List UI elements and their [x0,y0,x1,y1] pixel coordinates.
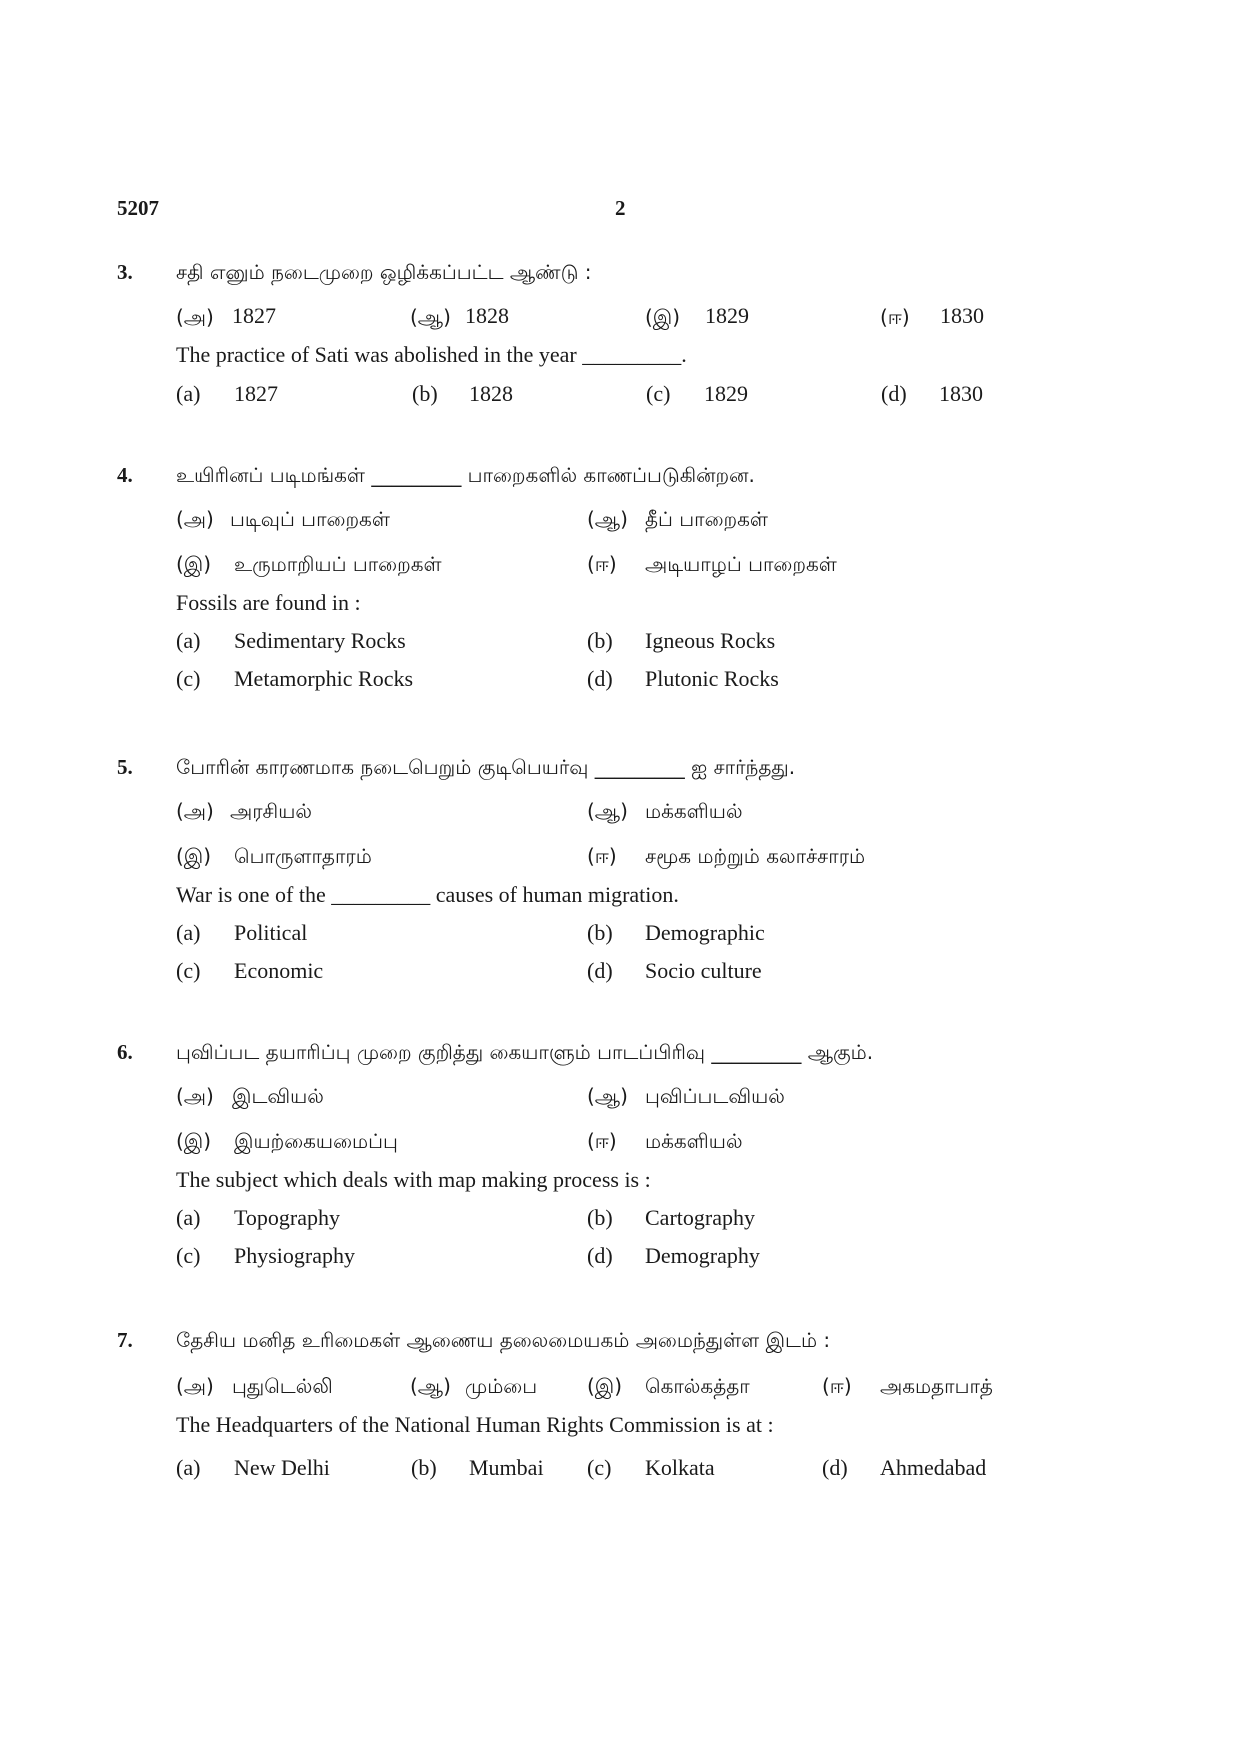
tamil-option-label: (அ) [176,305,214,329]
tamil-option-label: (ஆ) [410,1374,451,1398]
english-option-label: (d) [587,1243,613,1268]
english-option-text: 1827 [234,381,278,406]
english-option-text: Plutonic Rocks [645,666,779,691]
tamil-option-text: படிவுப் பாறைகள் [230,507,390,531]
question-english: The subject which deals with map making process is : [176,1167,651,1192]
tamil-option-label: (இ) [645,305,681,329]
english-option-label: (a) [176,1205,201,1230]
tamil-option-text: அரசியல் [230,799,312,823]
question-tamil: போரின் காரணமாக நடைபெறும் குடிபெயர்வு _________ ஐ சார்ந்தது. [176,755,796,779]
tamil-option-label: (இ) [176,552,212,576]
question-number: 5. [117,755,133,779]
tamil-option-label: (ஈ) [587,1129,617,1153]
tamil-option-text: 1827 [232,303,276,328]
tamil-option-text: புதுடெல்லி [232,1374,333,1398]
question-tamil: சதி எனும் நடைமுறை ஒழிக்கப்பட்ட ஆண்டு : [176,260,592,284]
english-option-text: Ahmedabad [880,1455,987,1480]
tamil-option-text: பொருளாதாரம் [234,844,372,868]
tamil-option-label: (அ) [176,507,214,531]
tamil-option-text: இயற்கையமைப்பு [234,1129,398,1153]
question-number: 6. [117,1040,133,1064]
tamil-option-label: (அ) [176,1374,214,1398]
english-option-label: (c) [646,381,671,406]
tamil-option-label: (ஆ) [587,799,628,823]
english-option-label: (b) [587,1205,613,1230]
tamil-option-text: 1828 [465,303,509,328]
tamil-option-label: (ஆ) [410,305,451,329]
english-option-label: (d) [822,1455,848,1480]
english-option-text: 1830 [939,381,983,406]
question-english: War is one of the _________ causes of human migration. [176,882,679,907]
tamil-option-label: (ஈ) [880,305,910,329]
english-option-text: Igneous Rocks [645,628,776,653]
tamil-option-text: இடவியல் [232,1084,324,1108]
english-option-label: (d) [587,666,613,691]
english-option-text: New Delhi [234,1455,330,1480]
english-option-text: Sedimentary Rocks [234,628,406,653]
tamil-option-text: சமூக மற்றும் கலாச்சாரம் [645,844,866,868]
exam-code: 5207 [117,196,159,220]
tamil-option-text: மக்களியல் [645,799,743,823]
tamil-option-label: (இ) [587,1374,623,1398]
english-option-text: Economic [234,958,324,983]
english-option-label: (c) [176,1243,201,1268]
tamil-option-text: மக்களியல் [645,1129,743,1153]
english-option-text: Kolkata [645,1455,715,1480]
tamil-option-text: மும்பை [465,1374,538,1398]
english-option-text: Demography [645,1243,760,1268]
english-option-label: (c) [587,1455,612,1480]
tamil-option-label: (ஈ) [822,1374,852,1398]
tamil-option-text: கொல்கத்தா [645,1374,750,1398]
tamil-option-text: அடியாழப் பாறைகள் [645,552,837,576]
english-option-text: Cartography [645,1205,755,1230]
english-option-text: Physiography [234,1243,355,1268]
tamil-option-label: (ஈ) [587,552,617,576]
english-option-text: 1829 [704,381,748,406]
tamil-option-text: தீப் பாறைகள் [645,507,768,531]
english-option-text: Socio culture [645,958,762,983]
question-number: 7. [117,1328,133,1352]
english-option-text: 1828 [469,381,513,406]
question-number: 3. [117,260,133,284]
tamil-option-text: உருமாறியப் பாறைகள் [234,552,442,576]
english-option-label: (c) [176,666,201,691]
english-option-text: Demographic [645,920,765,945]
english-option-label: (b) [411,1455,437,1480]
tamil-option-label: (ஈ) [587,844,617,868]
question-english: The Headquarters of the National Human Rights Commission is at : [176,1412,774,1437]
english-option-label: (a) [176,920,201,945]
question-english: Fossils are found in : [176,590,361,615]
question-tamil: உயிரினப் படிமங்கள் _________ பாறைகளில் காணப்படுகின்றன. [176,463,755,487]
english-option-text: Mumbai [469,1455,544,1480]
question-tamil: புவிப்பட தயாரிப்பு முறை குறித்து கையாளும் பாடப்பிரிவு _________ ஆகும். [176,1040,874,1064]
tamil-option-label: (இ) [176,844,212,868]
page-number: 2 [615,196,626,220]
tamil-option-text: 1830 [940,303,984,328]
question-tamil: தேசிய மனித உரிமைகள் ஆணைய தலைமையகம் அமைந்துள்ள இடம் : [176,1328,831,1352]
tamil-option-label: (ஆ) [587,507,628,531]
english-option-label: (b) [412,381,438,406]
tamil-option-text: 1829 [705,303,749,328]
question-number: 4. [117,463,133,487]
english-option-label: (b) [587,628,613,653]
english-option-label: (b) [587,920,613,945]
tamil-option-text: புவிப்படவியல் [645,1084,785,1108]
english-option-text: Metamorphic Rocks [234,666,414,691]
english-option-label: (d) [881,381,907,406]
english-option-label: (a) [176,381,201,406]
english-option-label: (a) [176,628,201,653]
tamil-option-label: (அ) [176,1084,214,1108]
tamil-option-label: (ஆ) [587,1084,628,1108]
english-option-label: (a) [176,1455,201,1480]
english-option-text: Political [234,920,308,945]
question-english: The practice of Sati was abolished in the year _________. [176,342,687,367]
tamil-option-label: (அ) [176,799,214,823]
tamil-option-label: (இ) [176,1129,212,1153]
english-option-label: (c) [176,958,201,983]
tamil-option-text: அகமதாபாத் [880,1374,993,1398]
english-option-label: (d) [587,958,613,983]
english-option-text: Topography [234,1205,340,1230]
